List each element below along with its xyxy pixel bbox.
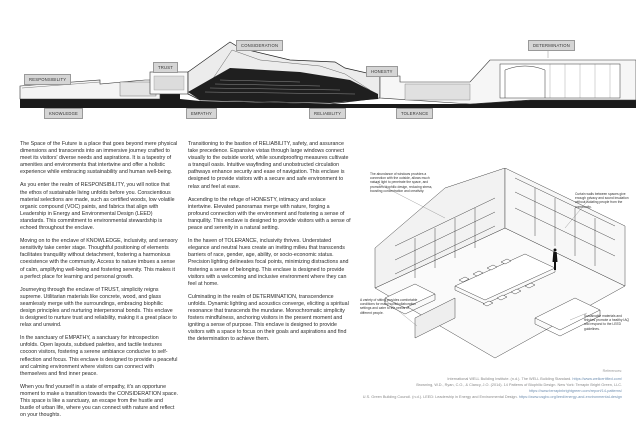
references-heading: References: bbox=[602, 369, 622, 373]
label-tolerance: TOLERANCE bbox=[396, 108, 433, 119]
annotation-curtain-walls: Curtain walls between spaces give enough privacy and sound insulation without isolating people from the community. bbox=[575, 192, 629, 209]
reference-link[interactable]: https://www.wellcertified.com/ bbox=[572, 377, 622, 381]
label-consideration: CONSIDERATION bbox=[236, 40, 283, 51]
annotation-windows: The abundance of windows provides a connection with the outside, allows much natural light to penetrate the space, and promotes biophilic design, reducing stress, boosting concentration and creativity. bbox=[370, 172, 433, 193]
paragraph: Culminating in the realm of DETERMINATION, transcendence unfolds. Dynamic lighting and acoustics converge, eliciting a spiritual resonance that transcends the mundane. Monochromatic simplicity fosters mindfulness, anchoring visitors in the present moment and igniting a sense of purpose. This enclave is designed to provide visitors with a space to focus on their goals and aspirations and find the determination to achieve them. bbox=[188, 293, 349, 343]
label-responsibility: RESPONSIBILITY bbox=[24, 74, 71, 85]
paragraph: In the haven of TOLERANCE, inclusivity thrives. Understated elegance and neutral hues create an inviting milieu that transcends barriers of race, gender, age, ability, or socio-economic status. Precision lighting delineates focal points, minimizing distractions and fostering a sense of belonging. This enclave is designed to provide visitors with a welcoming and inclusive environment where they can feel at home. bbox=[188, 238, 349, 287]
paragraph: In the sanctuary of EMPATHY, a sanctuary for introspection unfolds. Open layouts, subdued palettes, and tactile textures cocoon visitors, fostering a serene ambiance conducive to self-reflection and focus. This enclave is designed to provide a peaceful and calming environment where visitors can connect with themselves and find inner peace. bbox=[20, 335, 178, 377]
paragraph: When you find yourself in a state of empathy, it's an opportune moment to make a transition towards the CONSIDERATION space. This space is like a sanctuary, an escape from the hustle and bustle of urban life, where you can connect with nature and reflect on your thoughts. bbox=[20, 383, 178, 419]
annotation-materials: Sustainable materials and finishes promote a healthy IAQ and respond to the LEED guidelines. bbox=[584, 314, 630, 331]
paragraph: Transitioning to the bastion of RELIABILITY, safety, and assurance take precedence. Expansive vistas through large windows connect visually to the outside world, while soundproofing measures cultivate a tranquil oasis. Intuitive wayfinding and unobstructed circulation pathways enhance security and ease of navigation. This enclave is designed to provide visitors with a secure and safe environment to relax and feel at ease. bbox=[188, 141, 349, 190]
label-empathy: EMPATHY bbox=[186, 108, 217, 119]
reference-link[interactable]: https://www.usgbc.org/leed/energy-and-environmental-design bbox=[518, 395, 622, 399]
references bbox=[242, 368, 622, 400]
text-column-1 bbox=[20, 141, 178, 426]
annotation-seating: A variety of sitting provides comfortable conditions for many work/collaboration settings and cater to the needs of different people. bbox=[360, 298, 418, 315]
reference-item: Browning, W.D., Ryan, C.O., & Clancy, J.O. (2014). 14 Patterns of Biophilic Design. New York: Terrapin Bright Green, LLC. https://www.terrapinbrightgreen.com/report/14-patterns/ bbox=[416, 383, 622, 393]
building-section-drawing bbox=[0, 0, 636, 130]
label-reliability: RELIABILITY bbox=[309, 108, 346, 119]
reference-item: U.S. Green Building Council. (n.d.). LEED: Leadership in Energy and Environmental Design. https://www.usgbc.org/leed/energy-and-environmental-design bbox=[362, 395, 622, 399]
paragraph: As you enter the realm of RESPONSIBILITY, you will notice that the ethos of sustainable living unfolds before you. Conscientious material selections are made, such as certified woods, low volatile organic compound (VOC) paints, and fabrics that align with Leadership in Energy and Environmental Design (LEED) standards. This commitment to environmental stewardship is echoed throughout the enclave. bbox=[20, 182, 175, 232]
text-column-2 bbox=[188, 141, 351, 349]
paragraph: Moving on to the enclave of KNOWLEDGE, inclusivity, and sensory sensitivity take center stage. Thoughtful positioning of elements facilitates tranquility without detachment, fostering a harmonious coexistence with the community. Access to nature imbues a sense of calm, amplifying well-being and fostering serenity. This makes it a perfect place for learning and personal growth. bbox=[20, 238, 178, 280]
label-knowledge: KNOWLEDGE bbox=[44, 108, 83, 119]
paragraph: The Space of the Future is a place that goes beyond mere physical dimensions and transcends into an immersive journey crafted to meet its visitors' diverse needs and aspirations. It is a tapestry of amenities and environments that intertwine and offer a holistic experience while embracing sustainability and human well-being. bbox=[20, 141, 178, 176]
label-honesty: HONESTY bbox=[366, 66, 398, 77]
reference-link[interactable]: https://www.terrapinbrightgreen.com/report/14-patterns/ bbox=[528, 389, 622, 393]
label-determination: DETERMINATION bbox=[528, 40, 575, 51]
paragraph: Ascending to the refuge of HONESTY, intimacy and solace intertwine. Elevated panoramas merge with nature, forging a profound connection with the environment and fostering a sense of tranquility. This enclave is designed to provide visitors with a sense of peace and serenity in a natural setting. bbox=[188, 196, 351, 232]
paragraph: Journeying through the enclave of TRUST, simplicity reigns supreme. Utilitarian materials like concrete, wood, and glass seamlessly merge with the surroundings, embracing biophilic design principles and nurturing interpersonal bonds. This enclave is designed to nurture trust and reliability, making it a great place to relax and unwind. bbox=[20, 286, 177, 329]
reference-item: International WELL Building Institute. (n.d.). The WELL Building Standard. https://www.wellcertified.com/ bbox=[447, 377, 622, 381]
label-trust: TRUST bbox=[153, 62, 178, 73]
